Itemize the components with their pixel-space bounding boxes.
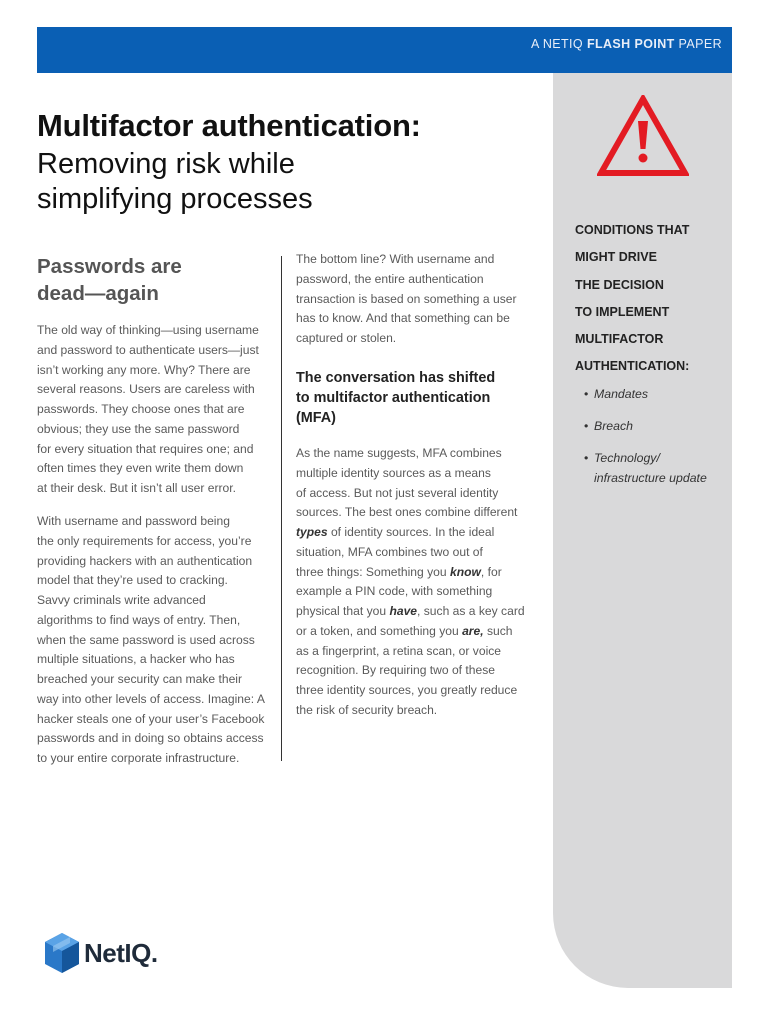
text-line: [296, 602, 525, 622]
text-fragment: such: [483, 623, 513, 638]
sidebar-heading-line: TO IMPLEMENT: [575, 304, 670, 319]
header-prefix: A NETIQ: [530, 37, 584, 51]
text-line: The old way of thinking—using username: [37, 323, 259, 337]
sidebar-heading: [575, 217, 725, 381]
text-line: several reasons. Users are careless with: [37, 382, 255, 397]
netiq-cube-icon: [43, 931, 81, 977]
text-line: providing hackers with an authentication: [37, 553, 253, 568]
heading-line: (MFA): [296, 410, 336, 426]
emphasis-know: know: [449, 564, 481, 579]
sidebar-panel: [553, 73, 732, 988]
text-line: recognition. By requiring two of these: [296, 663, 495, 678]
text-fragment: , such as a key card: [417, 604, 525, 618]
text-fragment: physical that you: [296, 604, 390, 618]
netiq-logo: [43, 931, 193, 977]
text-line: of access. But not just several identity: [296, 485, 499, 500]
page-title: Multifactor authentication:: [37, 108, 421, 143]
heading-line: The conversation has shifted: [296, 370, 496, 386]
text-line: obvious; they use the same password: [37, 421, 240, 436]
sidebar-heading-line: MIGHT DRIVE: [575, 250, 657, 265]
text-fragment: three things: Something you: [296, 564, 450, 579]
sidebar-heading-line: THE DECISION: [575, 277, 664, 292]
text-line: model that they’re used to cracking.: [37, 573, 228, 588]
text-fragment: , for: [480, 564, 502, 579]
text-line: as a fingerprint, a retina scan, or voice: [296, 643, 502, 658]
text-line: hacker steals one of your user’s Facebook: [37, 711, 265, 726]
text-line: passwords and in doing so obtains access: [37, 731, 264, 746]
text-fragment: of identity sources. In the ideal: [327, 525, 495, 539]
text-line: sources. The best ones combine different: [296, 505, 518, 520]
text-line: when the same password is used across: [37, 632, 255, 647]
section-heading-mfa: [296, 368, 495, 428]
sidebar-heading-line: AUTHENTICATION:: [575, 359, 690, 374]
text-fragment: or a token, and something you: [296, 623, 463, 638]
sidebar-list-item: [584, 384, 724, 404]
text-line: password, the entire authentication: [296, 271, 484, 286]
sidebar-heading-line: MULTIFACTOR: [575, 332, 664, 347]
text-line: at their desk. But it isn’t all user error.: [37, 481, 236, 495]
header-label: [531, 37, 722, 51]
text-line: multiple situations, a hacker who has: [37, 652, 235, 667]
text-line: breached your security can make their: [37, 672, 243, 686]
text-line: With username and password being: [37, 514, 230, 528]
text-line: and password to authenticate users—just: [37, 342, 259, 357]
text-line: [296, 622, 525, 642]
text-line: for every situation that requires one; and: [37, 441, 254, 456]
emphasis-have: have: [389, 604, 418, 618]
text-line: the risk of security breach.: [296, 702, 438, 717]
sidebar-list-item: [584, 448, 724, 488]
text-line: captured or stolen.: [296, 331, 397, 345]
page-subtitle: [37, 147, 313, 217]
sidebar-item-text: infrastructure update: [594, 471, 707, 485]
paragraph-bottom-line: [296, 250, 517, 349]
subtitle-line: Removing risk while: [37, 148, 295, 180]
text-line: example a PIN code, with something: [296, 584, 493, 599]
sidebar-item-text: • Technology/: [594, 451, 660, 465]
logo-text: NetIQ.: [84, 938, 158, 968]
heading-line: to multifactor authentication: [296, 390, 491, 406]
text-line: [296, 523, 525, 543]
paragraph-hackers: [37, 512, 265, 769]
text-line: transaction is based on something a user: [296, 291, 517, 306]
text-line: the only requirements for access, you’re: [37, 533, 252, 548]
text-line: isn’t working any more. Why? There are: [37, 362, 251, 377]
text-line: three identity sources, you greatly reduce: [296, 683, 518, 697]
sidebar-item-text: Breach: [594, 419, 633, 433]
warning-triangle-icon: [597, 95, 689, 177]
text-line: Savvy criminals write advanced: [37, 593, 206, 607]
header-flash-point: FLASH POINT: [586, 37, 675, 51]
text-line: The bottom line? With username and: [296, 252, 495, 266]
subtitle-line: simplifying processes: [37, 183, 313, 215]
text-line: passwords. They choose ones that are: [37, 402, 245, 416]
emphasis-are: are,: [462, 623, 484, 638]
header-suffix: PAPER: [678, 37, 722, 51]
paragraph-old-way: [37, 321, 259, 499]
emphasis-types: types: [296, 525, 328, 539]
text-line: multiple identity sources as a means: [296, 465, 491, 480]
text-line: algorithms to find ways of entry. Then,: [37, 612, 241, 627]
sidebar-list-item: [584, 416, 724, 436]
heading-line: Passwords are: [37, 255, 182, 278]
paragraph-mfa: [296, 444, 525, 721]
column-divider: [281, 256, 282, 761]
sidebar-heading-line: CONDITIONS THAT: [575, 223, 690, 237]
sidebar-list: [584, 384, 724, 500]
text-line: situation, MFA combines two out of: [296, 544, 483, 559]
text-line: to your entire corporate infrastructure.: [37, 751, 240, 765]
sidebar-item-text: Mandates: [594, 387, 649, 401]
text-line: way into other levels of access. Imagine: A: [37, 691, 265, 706]
text-line: often times they even write them down: [37, 461, 244, 476]
text-line: [296, 563, 525, 583]
header-banner: [37, 27, 732, 73]
text-line: has to know. And that something can be: [296, 311, 510, 326]
text-line: As the name suggests, MFA combines: [296, 446, 502, 460]
section-heading-passwords: [37, 253, 182, 307]
heading-line: dead—again: [37, 282, 159, 305]
